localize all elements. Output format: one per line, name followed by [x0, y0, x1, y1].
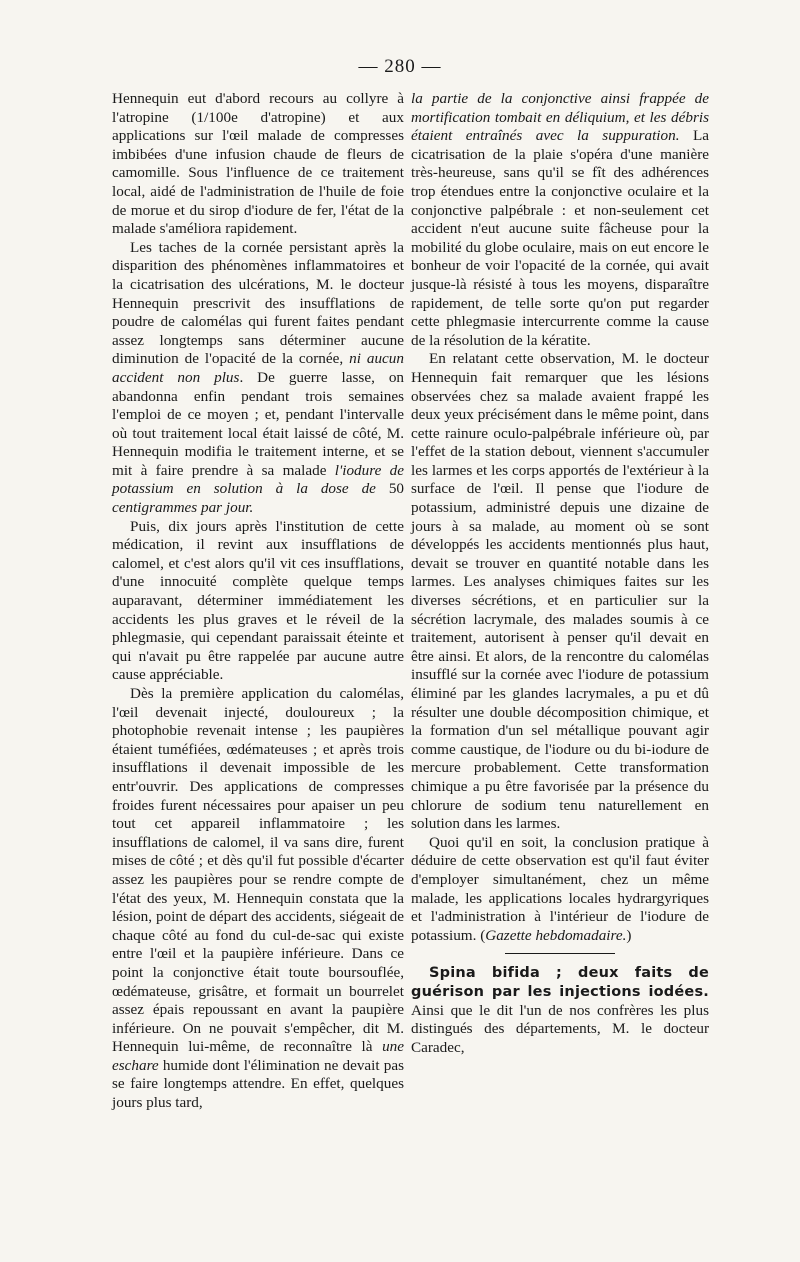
paragraph: la partie de la conjonctive ainsi frappée de mortification tombait en déliquium, et les débris étaient entraînés avec la suppuration. La cicatrisation de la plaie s'opéra d'une manière très-heureuse, sans qu'il se fît des adhérences trop étendues entre la conjonctive oculaire et la conjonctive palpébrale : et non-seulement cet accident n'eut aucune suite fâcheuse pour la mobilité du globe oculaire, mais on eut encore le bonheur de voir l'opacité de la cornée, qui avait jusque-là résisté à tous les moyens, disparaître rapidement, de telle sorte qu'on put regarder cette phlegmasie intercurrente comme la cause de la résolution de la kératite. — [411, 90, 709, 349]
paragraph: Puis, dix jours après l'institution de cette médication, il revint aux insufflations de calomel, et c'est alors qu'il vit ces insufflations, d'une innocuité complète quelque temps auparavant, déterminer immédiatement les accidents les plus graves et le réveil de la phlegmasie, qui cependant paraissait éteinte et qui n'avait pu être rappelée par aucune autre cause appréciable. — [112, 517, 404, 684]
paragraph: Quoi qu'il en soit, la conclusion pratique à déduire de cette observation est qu'il faut éviter d'employer simultanément, chez un même malade, les applications locales hydrargyriques et l'administration à l'intérieur de l'iodure de potassium. (Gazette hebdomadaire.) — [411, 833, 709, 944]
paragraph: Hennequin eut d'abord recours au collyre à l'atropine (1/100e d'atropine) et aux applications sur l'œil malade de compresses imbibées d'une infusion chaude de fleurs de camomille. Sous l'influence de ce traitement local, aidé de l'administration de l'huile de foie de morue et du sirop d'iodure de fer, l'état de la malade s'améliora rapidement. — [112, 90, 404, 238]
paragraph: En relatant cette observation, M. le docteur Hennequin fait remarquer que les lésions observées chez sa malade avaient frappé les deux yeux précisément dans le même point, dans cette rainure oculo-palpébrale inférieure où, par l'effet de la station debout, viennent s'accumuler les larmes et les corps apportés de l'extérieur à la surface de l'œil. Il pense que l'iodure de potassium, administré depuis une dizaine de jours à sa malade, au moment où se sont développés les accidents mentionnés plus haut, devait se trouver en quantité notable dans les larmes. Les analyses chimiques faites sur les diverses sécrétions, et en particulier sur la sécrétion lacrymale, des malades soumis à ce traitement, autorisent à penser qu'il devait en être ainsi. Et alors, de la rencontre du calomélas insufflé sur la cornée avec l'iodure de potassium éliminé par les glandes lacrymales, a pu et dû résulter une double décomposition chimique, et la formation d'un sel métallique pouvant agir comme caustique, de l'iodure ou du bi-iodure de mercure probablement. Cette transformation chimique a pu être favorisée par la présence du chlorure de sodium tenu naturellement en solution dans les larmes. — [411, 350, 709, 833]
left-column — [112, 90, 404, 1113]
page-number: — 280 — — [358, 56, 442, 77]
paragraph: Dès la première application du calomélas, l'œil devenait injecté, douloureux ; la photophobie revenait intense ; les paupières étaient tuméfiées, œdémateuses ; et après trois insufflations il devenait impossible de les entr'ouvrir. Des applications de compresses froides furent nécessaires pour apaiser un peu tout cet appareil inflammatoire ; les insufflations de calomel, il va sans dire, furent mises de côté ; et dès qu'il fut possible d'écarter assez les paupières pour se rendre compte de l'état des yeux, M. Hennequin constata que la lésion, point de départ des accidents, siégeait de chaque côté au fond du cul-de-sac qui existe entre l'œil et la paupière inférieure. Dans ce point la conjonctive était toute boursouflée, œdémateuse, grisâtre, et formait un bourrelet assez épais repoussant en avant la paupière inférieure. On ne pouvait s'empêcher, dit M. Hennequin lui-même, de reconnaître là une eschare humide dont l'élimination ne devait pas se faire longtemps attendre. En effet, quelques jours plus tard, — [112, 685, 404, 1112]
section-paragraph: Spina bifida ; deux faits de guérison par les injections iodées. Ainsi que le dit l'un de nos confrères les plus distingués des départements, M. le docteur Caradec, — [411, 965, 709, 1056]
section-heading: Spina bifida ; deux faits de guérison par les injections iodées. — [411, 965, 709, 1000]
section-divider — [505, 953, 615, 954]
right-column — [411, 90, 709, 1057]
paragraph: Les taches de la cornée persistant après la disparition des phénomènes inflammatoires et la cicatrisation des ulcérations, M. le docteur Hennequin prescrivit des insufflations de poudre de calomélas qui furent faites pendant assez longtemps sans déterminer aucune diminution de l'opacité de la cornée, ni aucun accident non plus. De guerre lasse, on abandonna enfin pendant trois semaines l'emploi de ce moyen ; et, pendant l'intervalle où tout traitement local était laissé de côté, M. Hennequin modifia le traitement interne, et se mit à faire prendre à sa malade l'iodure de potassium en solution à la dose de 50 centigrammes par jour. — [112, 238, 405, 517]
